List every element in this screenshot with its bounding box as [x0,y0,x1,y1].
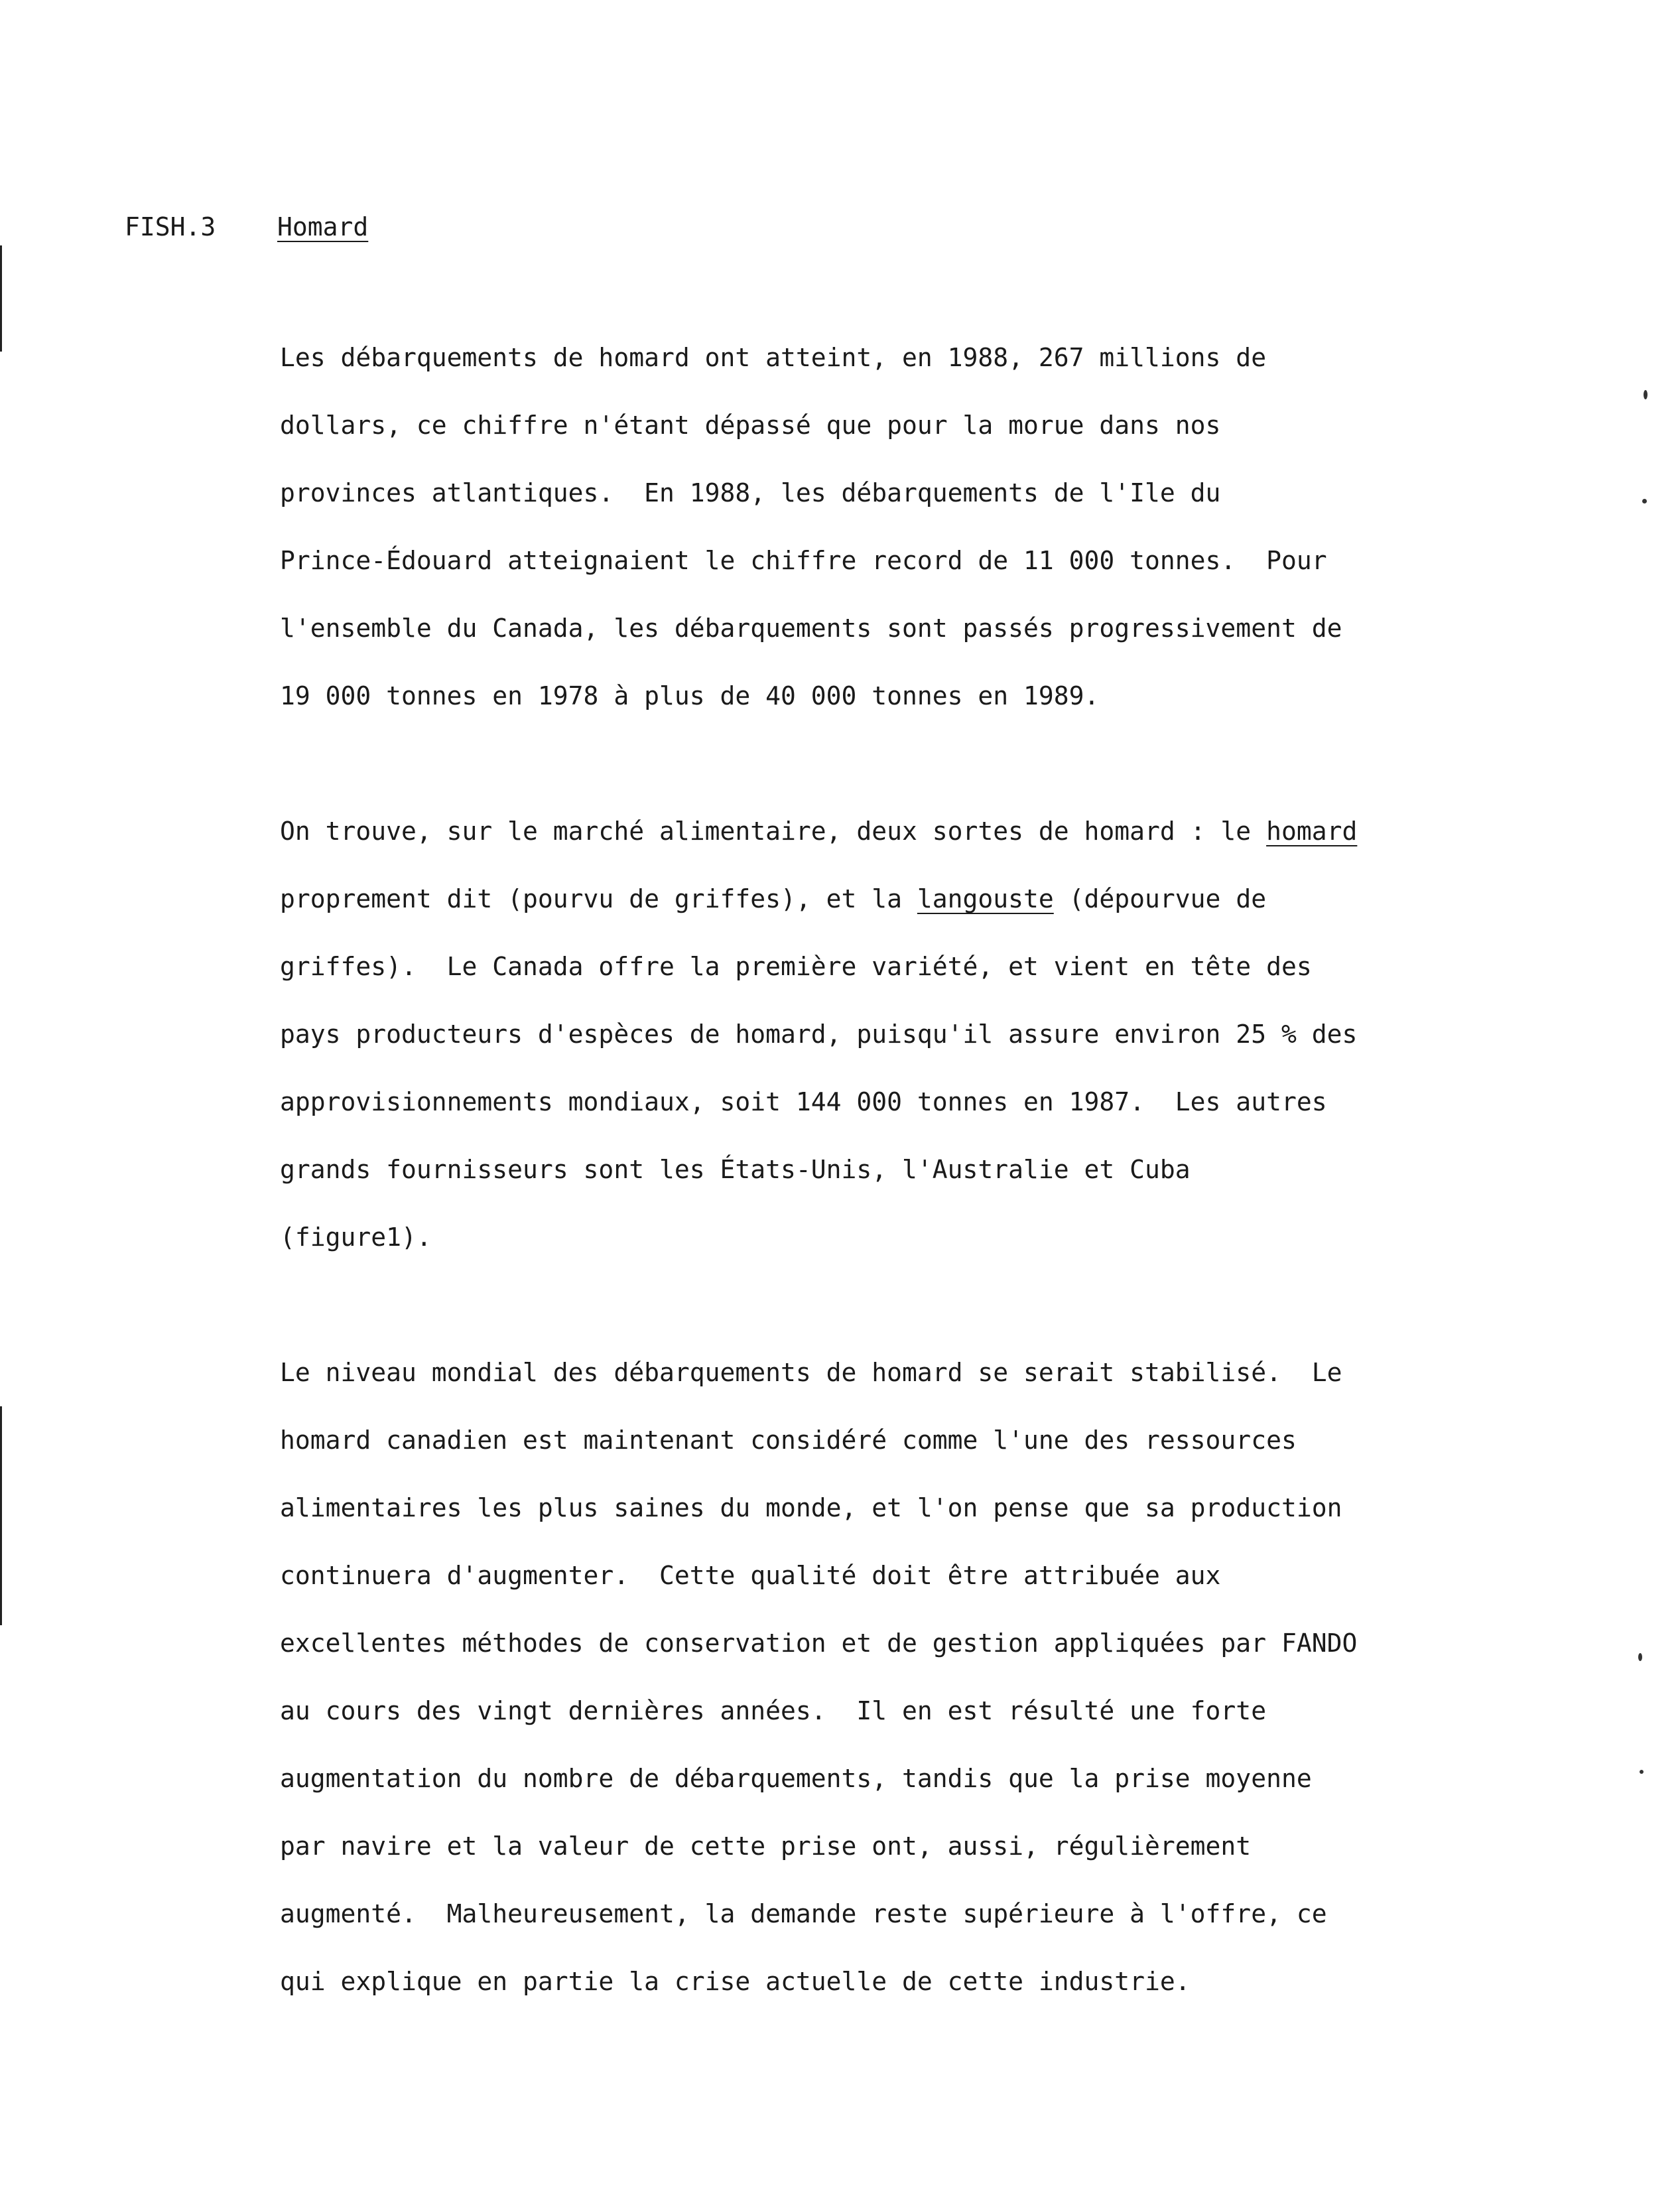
text-line: au cours des vingt dernières années. Il en est résulté une forte [280,1696,1267,1725]
text-line: proprement dit (pourvu de griffes), et la langouste (dépourvue de [280,884,1267,913]
text-line: pays producteurs d'espèces de homard, puisqu'il assure environ 25 % des [280,1020,1358,1049]
section-title: Homard [277,212,369,241]
text-line: par navire et la valeur de cette prise ont, aussi, régulièrement [280,1832,1252,1861]
underlined-term: langouste [917,884,1054,913]
text-line: excellentes méthodes de conservation et de gestion appliquées par FANDO [280,1629,1358,1658]
paragraph-market [280,797,1487,1271]
text-line: (figure1). [280,1223,432,1252]
text-line: alimentaires les plus saines du monde, et l'on pense que sa production [280,1493,1342,1522]
text-line: Les débarquements de homard ont atteint, en 1988, 267 millions de [280,343,1267,372]
section-header [125,211,368,243]
scan-speck [1640,1770,1644,1774]
text-line: grands fournisseurs sont les États-Unis, l'Australie et Cuba [280,1155,1191,1184]
text-line: Le niveau mondial des débarquements de homard se serait stabilisé. Le [280,1358,1342,1387]
text-line: qui explique en partie la crise actuelle de cette industrie. [280,1967,1191,1996]
text-line: augmentation du nombre de débarquements, tandis que la prise moyenne [280,1764,1312,1793]
scan-speck [1642,499,1647,503]
text-line: approvisionnements mondiaux, soit 144 000 tonnes en 1987. Les autres [280,1087,1327,1116]
section-code: FISH.3 [125,212,216,241]
text-line: On trouve, sur le marché alimentaire, deux sortes de homard : le homard [280,817,1358,846]
text-line: 19 000 tonnes en 1978 à plus de 40 000 tonnes en 1989. [280,681,1100,710]
text-line: l'ensemble du Canada, les débarquements sont passés progressivement de [280,614,1342,643]
text-line: continuera d'augmenter. Cette qualité doit être attribuée aux [280,1561,1221,1590]
text-line: homard canadien est maintenant considéré comme l'une des ressources [280,1426,1297,1455]
scan-edge-mark [0,245,2,352]
scan-speck [1644,390,1648,399]
text-line: griffes). Le Canada offre la première variété, et vient en tête des [280,952,1312,981]
text-line: Prince-Édouard atteignaient le chiffre record de 11 000 tonnes. Pour [280,546,1327,575]
text-line: dollars, ce chiffre n'étant dépassé que pour la morue dans nos [280,411,1221,440]
underlined-term: homard [1266,817,1358,846]
paragraph-world-level [280,1339,1487,2015]
scan-edge-mark [0,1406,2,1625]
text-line: augmenté. Malheureusement, la demande reste supérieure à l'offre, ce [280,1899,1327,1928]
paragraph-landings [280,324,1487,730]
text-line: provinces atlantiques. En 1988, les débarquements de l'Ile du [280,478,1221,507]
scan-speck [1638,1653,1642,1661]
